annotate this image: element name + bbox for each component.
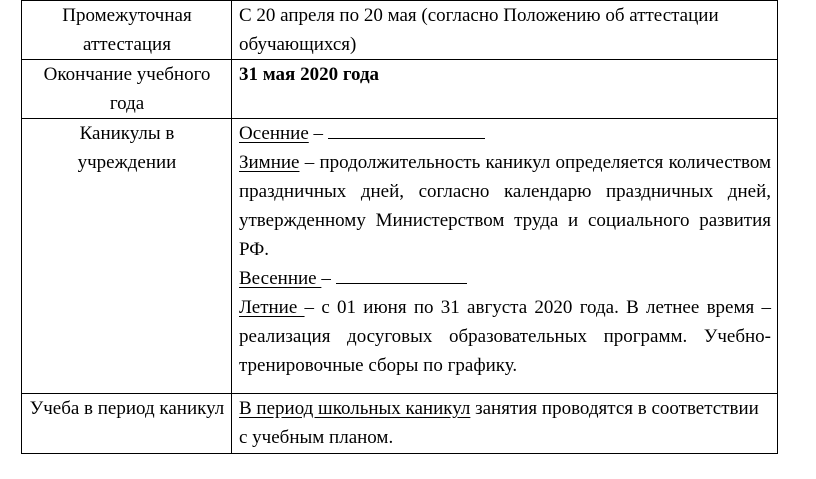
autumn-holidays-label: Осенние [239, 123, 309, 144]
winter-holidays-text: – продолжительность каникул определяется количеством праздничных дней, согласно календарю праздничных дней, утвержденному Министерством труда и социального развития РФ. [239, 152, 771, 260]
row-label: Промежуточная аттестация [62, 5, 192, 55]
row-label: Окончание учебного года [43, 64, 211, 114]
winter-holidays-paragraph [239, 148, 771, 264]
summer-holidays-text: – с 01 июня по 31 августа 2020 года. В летнее время – реализация досуговых образовательных программ. Учебно-тренировочные сборы по графику. [239, 297, 772, 376]
row-content-cell [232, 394, 778, 454]
spring-holidays-label: Весенние [239, 268, 322, 289]
summer-holidays-paragraph [239, 293, 771, 380]
table-row-school-year-end [22, 60, 778, 119]
winter-holidays-label: Зимние [239, 152, 300, 173]
spring-holidays-blank [336, 265, 467, 284]
row-content-cell [232, 1, 778, 60]
table-row-intermediate-attestation [22, 1, 778, 60]
autumn-holidays-blank [328, 120, 485, 139]
row-label: Учеба в период каникул [29, 398, 225, 419]
row-content-cell [232, 119, 778, 394]
table-row-study-during-holidays [22, 394, 778, 454]
row-content-cell [232, 60, 778, 119]
autumn-holidays-line [239, 119, 771, 148]
table-row-holidays [22, 119, 778, 394]
row-label-cell [22, 119, 232, 394]
row-content: С 20 апреля по 20 мая (согласно Положению об аттестации обучающихся) [239, 5, 719, 55]
study-during-holidays-underlined: В период школьных каникул [239, 398, 471, 419]
schedule-table [21, 0, 778, 454]
study-during-holidays-text: занятия проводятся в соответствии с учебным планом. [239, 398, 759, 448]
row-label-cell [22, 1, 232, 60]
summer-holidays-label: Летние [239, 297, 305, 318]
school-year-end-date: 31 мая 2020 года [239, 64, 380, 85]
spring-holidays-dash: – [321, 268, 336, 289]
row-label-cell [22, 60, 232, 119]
row-label: Каникулы в учреждении [77, 123, 177, 173]
spring-holidays-line [239, 264, 771, 293]
row-label-cell [22, 394, 232, 454]
autumn-holidays-dash: – [308, 123, 328, 144]
